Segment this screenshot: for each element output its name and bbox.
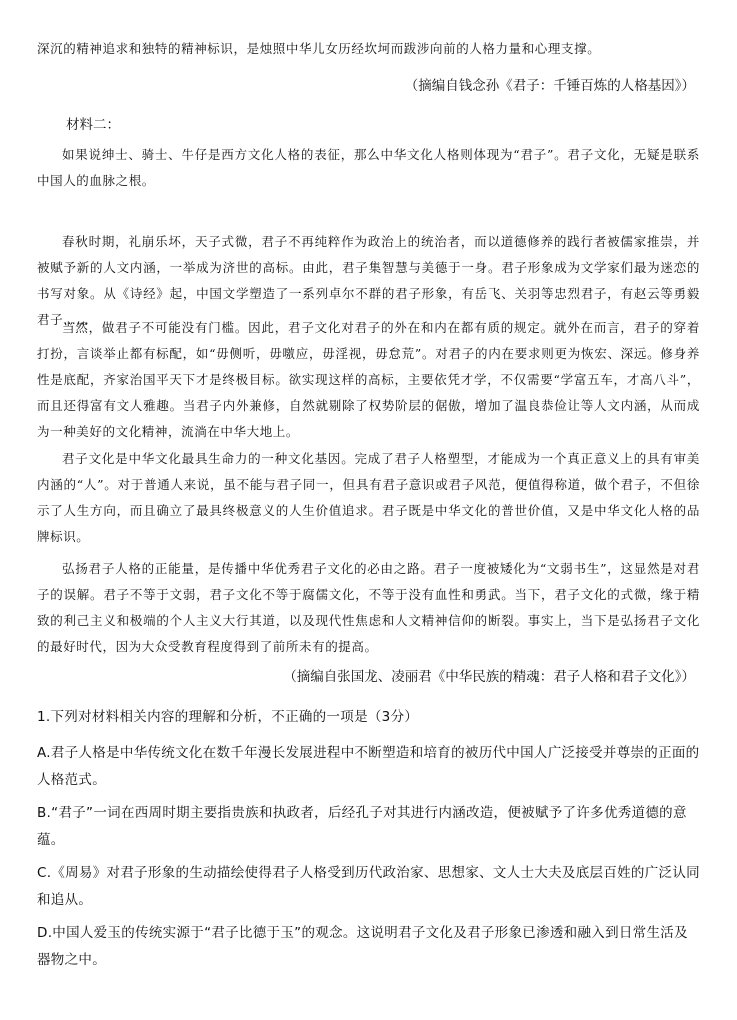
material2-paragraph-5: 弘扬君子人格的正能量，是传播中华优秀君子文化的必由之路。君子一度被矮化为“文弱书生”，这显然是对君子的误解。君子不等于文弱，君子文化不等于腐儒文化，不等于没有血性和勇武。当下，君子文化的式微，缘于精致的利己主义和极端的个人主义大行其道，以及现代性焦虑和人文精神信仰的断裂。事实上，当下是弘扬君子文化的最好时代，因为大众受教育程度得到了前所未有的提高。 [37,561,700,654]
material2-paragraph-3: 当然，做君子不可能没有门槛。因此，君子文化对君子的外在和内在都有质的规定。就外在而言，君子的穿着打扮，言谈举止都有标配，如“毋侧听，毋噭应，毋淫视，毋怠荒”。对君子的内在要求则更为恢宏、深远。修身养性是底配，齐家治国平天下才是终极目标。欲实现这样的高标，主要依凭才学，不仅需要“学富五车，才高八斗”，而且还得富有文人雅趣。当君子内外兼修，自然就剔除了权势阶层的倨傲，增加了温良恭俭让等人文内涵，从而成为一种美好的文化精神，流淌在中华大地上。 [37,320,700,439]
material2-heading: 材料二： [66,117,120,133]
material2-source: （摘编自张国龙、凌丽君《中华民族的精魂：君子人格和君子文化》） [283,669,695,685]
question-1-option-d: D.中国人爱玉的传统实源于“君子比德于玉”的观念。这说明君子文化及君子形象已渗透和融入到日常生活及器物之中。 [37,925,688,968]
question-1-stem: 1.下列对材料相关内容的理解和分析，不正确的一项是（3分） [37,709,419,725]
question-1-option-c: C.《周易》对君子形象的生动描绘使得君子人格受到历代政治家、思想家、文人士大夫及底层百姓的广泛认同和追从。 [37,865,700,908]
question-1-option-a: A.君子人格是中华传统文化在数千年漫长发展进程中不断塑造和培育的被历代中国人广泛接受并尊崇的正面的人格范式。 [37,745,700,788]
material2-paragraph-1: 如果说绅士、骑士、牛仔是西方文化人格的表征，那么中华文化人格则体现为“君子”。君子文化，无疑是联系中国人的血脉之根。 [37,147,700,188]
question-1-option-b: B.“君子”一词在西周时期主要指贵族和执政者，后经孔子对其进行内涵改造，便被赋予了许多优秀道德的意蕴。 [37,805,687,848]
material1-source: （摘编自钱念孙《君子：千锤百炼的人格基因》） [404,78,695,94]
material2-paragraph-4: 君子文化是中华文化最具生命力的一种文化基因。完成了君子人格塑型，才能成为一个真正意义上的具有审美内涵的“人”。对于普通人来说，虽不能与君子同一，但具有君子意识或君子风范，便值得称道，做个君子，不但徐示了人生方向，而且确立了最具终极意义的人生价值追求。君子既是中华文化的普世价值，又是中华文化人格的品牌标识。 [37,451,700,544]
material1-tail-line: 深沉的精神追求和独特的精神标识，是烛照中华儿女历经坎坷而跋涉向前的人格力量和心理支撑。 [37,41,601,56]
material2-paragraph-2: 春秋时期，礼崩乐坏，天子式微，君子不再纯粹作为政治上的统治者，而以道德修养的践行者被儒家推崇，并被赋予新的人文内涵，一举成为济世的高标。由此，君子集智慧与美德于一身。君子形象成为文学家们最为迷恋的书写对象。从《诗经》起，中国文学塑造了一系列卓尔不群的君子形象，有岳飞、关羽等忠烈君子，有赵云等勇毅君子…… [37,234,700,327]
